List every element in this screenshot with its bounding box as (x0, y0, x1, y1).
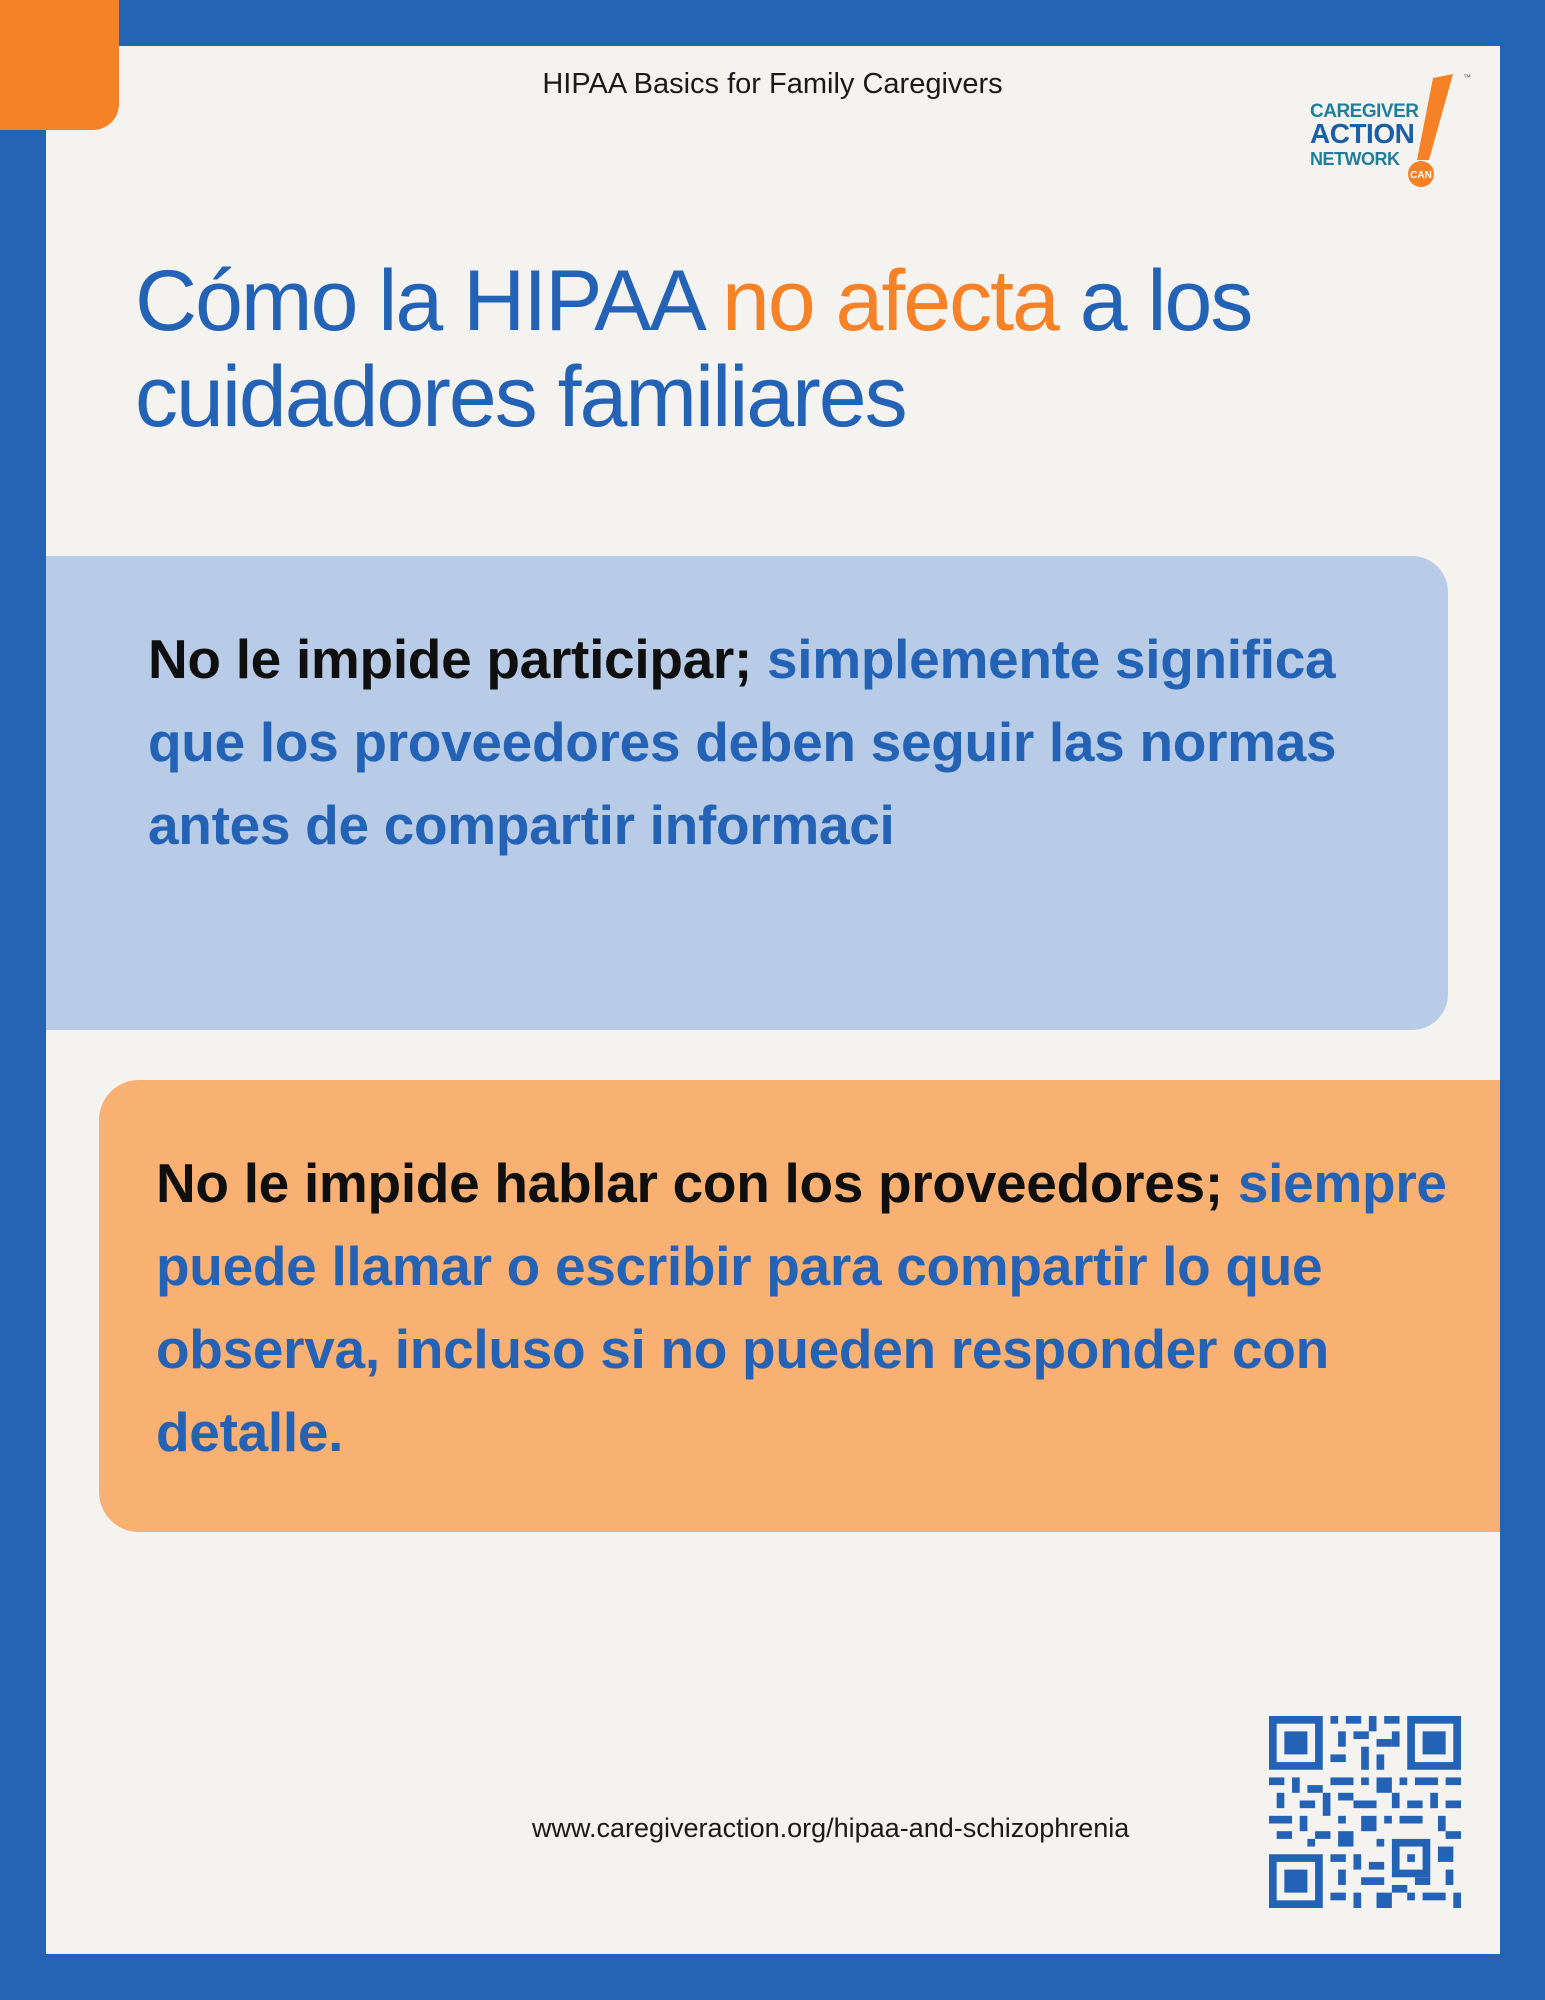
card-participation-body: simplemente significa que los proveedores deben seguir las normas antes de compartir informaci (148, 628, 1337, 856)
logo-line-3: NETWORK (1310, 149, 1400, 169)
card-talk-lead: No le impide hablar con los proveedores; (156, 1152, 1223, 1214)
title-part-2: a los cuidadores familiares (135, 253, 1252, 445)
card-participation-lead: No le impide participar; (148, 628, 753, 690)
corner-accent-tab (0, 0, 119, 130)
header-title: HIPAA Basics for Family Caregivers (542, 68, 1003, 100)
logo-line-1: CAREGIVER (1310, 101, 1419, 122)
title-accent: no afecta (721, 253, 1058, 349)
qr-code-icon[interactable] (1269, 1716, 1461, 1908)
caregiver-action-network-logo[interactable] (1305, 72, 1480, 192)
logo-line-2: ACTION (1310, 118, 1415, 149)
card-participation-text (148, 618, 1348, 867)
card-talk-text (156, 1142, 1456, 1474)
page-title (135, 253, 1435, 445)
footer-url-link[interactable]: www.caregiveraction.org/hipaa-and-schizophrenia (532, 1813, 1130, 1843)
logo-badge: CAN (1410, 170, 1432, 181)
logo-trademark: ™ (1463, 73, 1471, 82)
title-part-1: Cómo la HIPAA (135, 253, 722, 349)
card-talk-body: siempre puede llamar o escribir para compartir lo que observa, incluso si no pueden responder con detalle. (156, 1152, 1447, 1463)
